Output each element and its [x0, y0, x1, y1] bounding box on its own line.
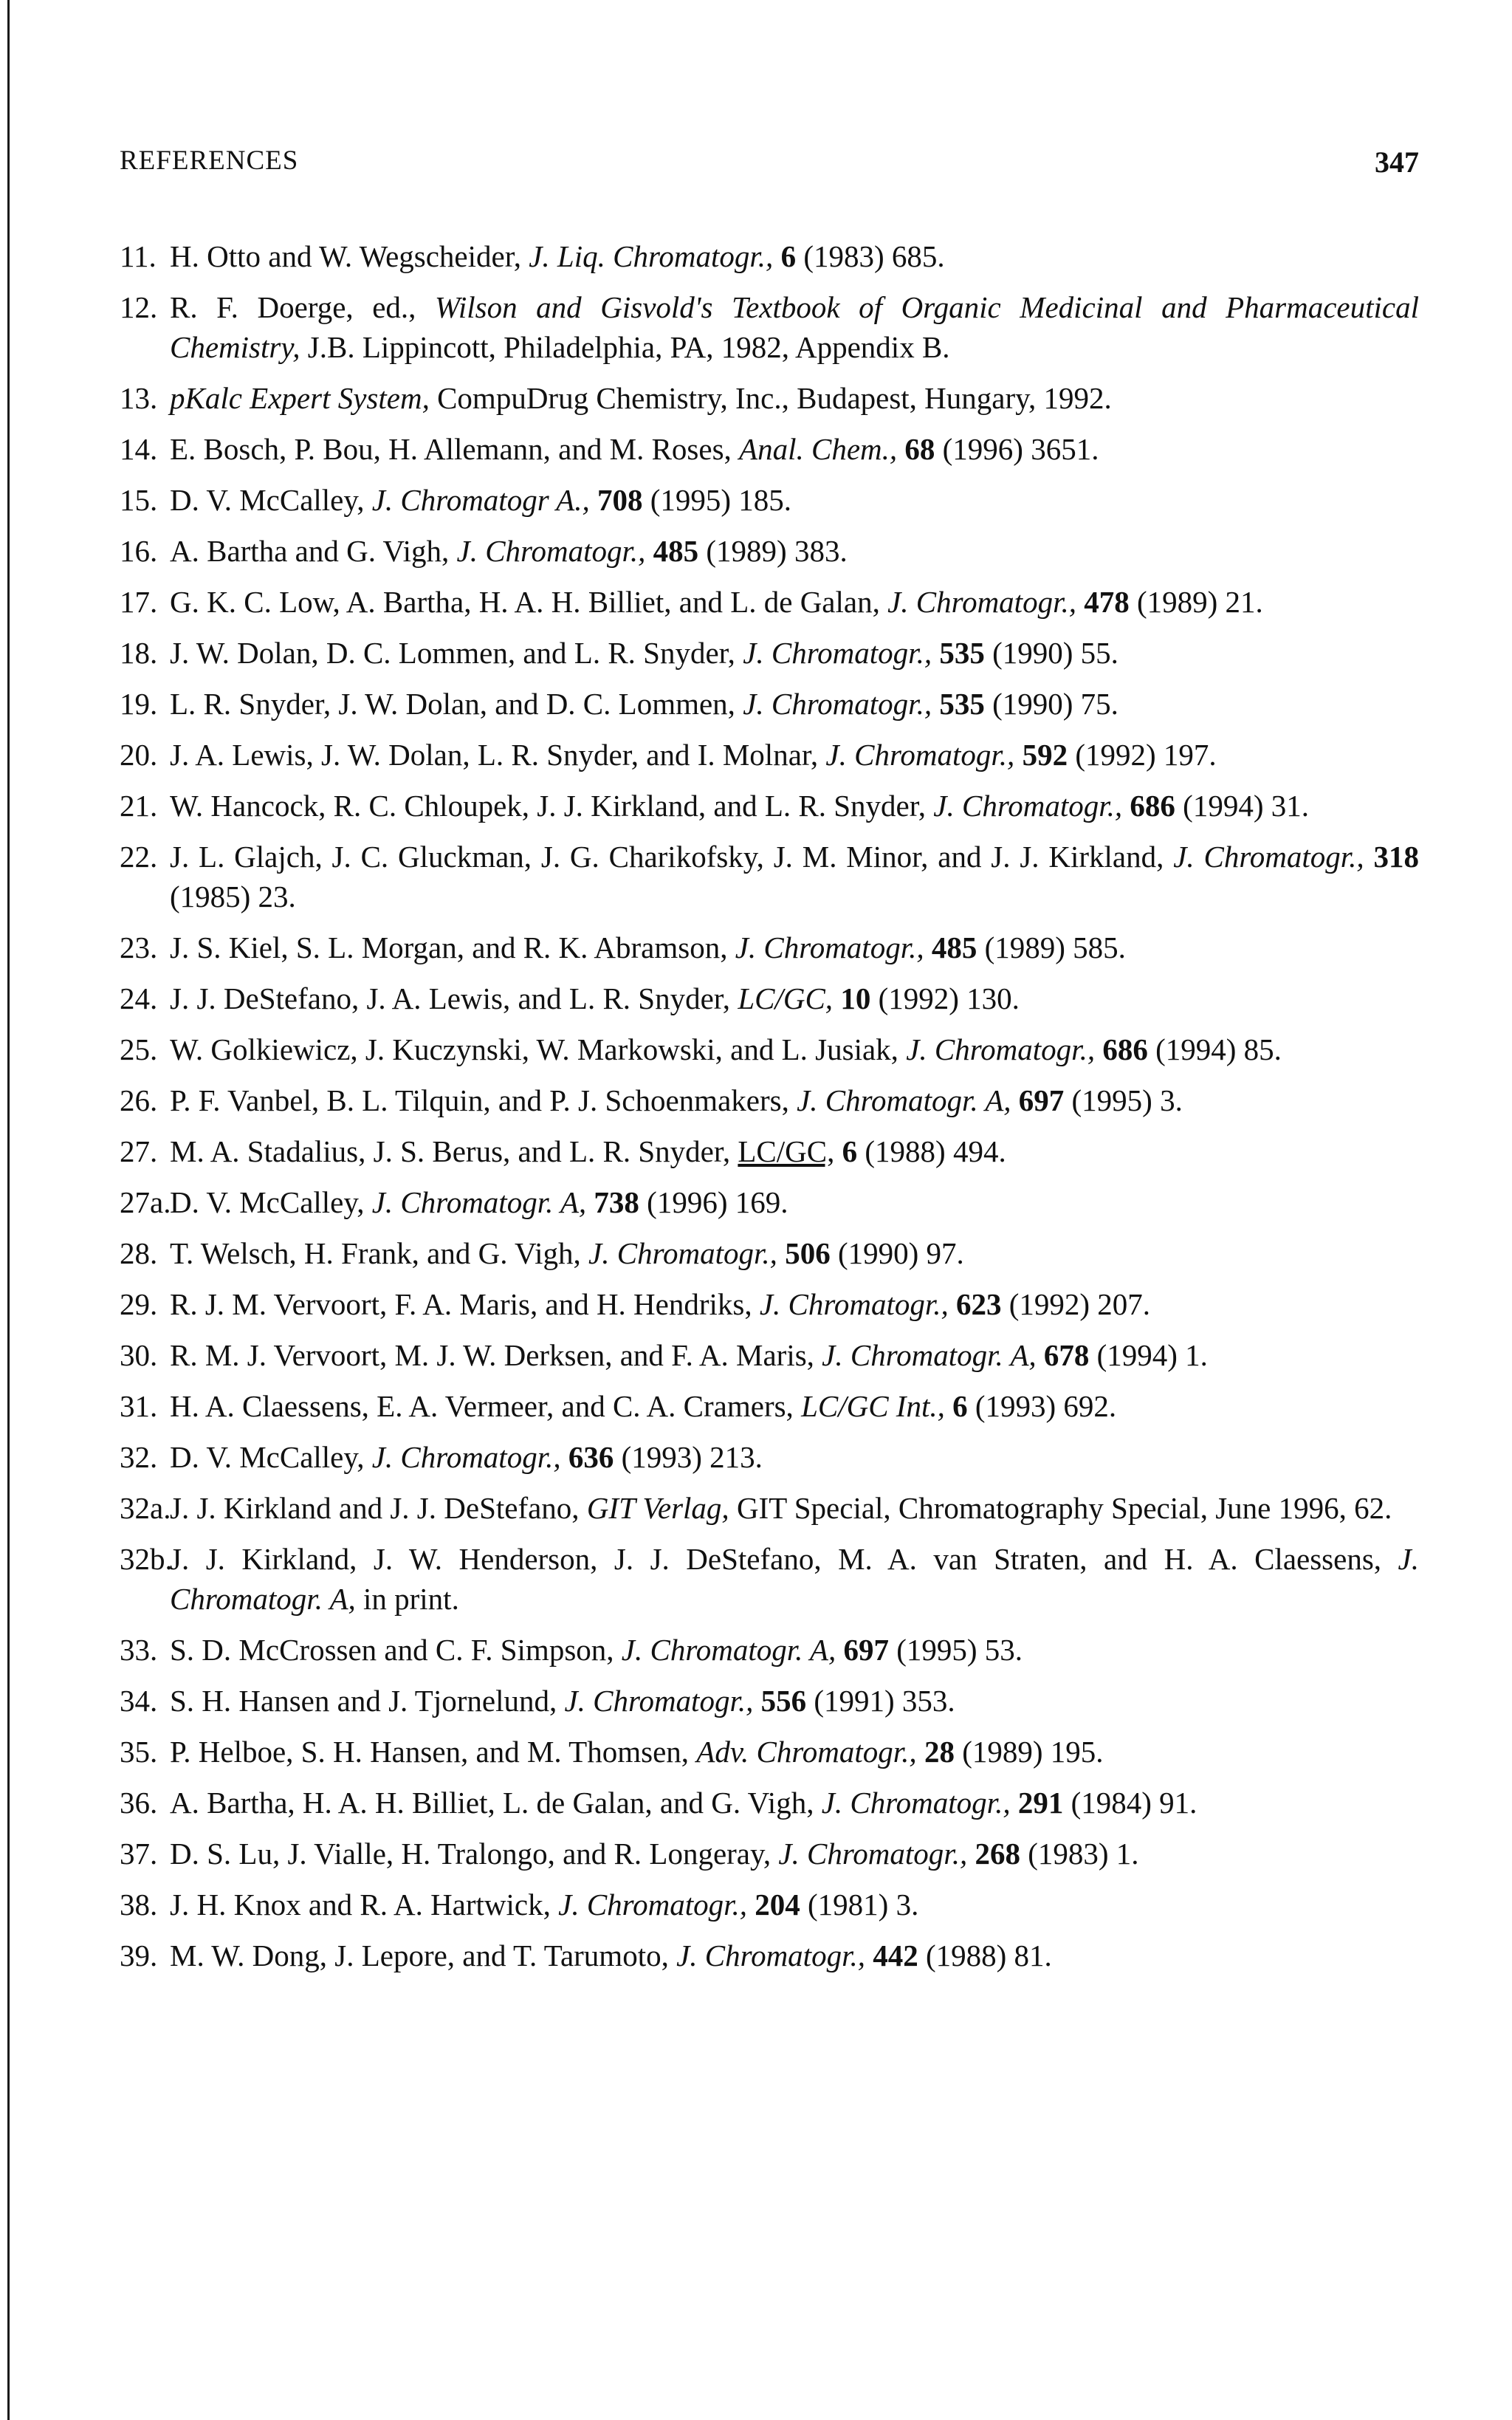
reference-italic-text: J. Chromatogr., [759, 1287, 949, 1321]
section-title: REFERENCES [120, 145, 299, 176]
reference-volume: 686 [1102, 1032, 1148, 1066]
reference-number: 30. [120, 1338, 158, 1372]
reference-number: 27. [120, 1134, 158, 1168]
reference-item [120, 1284, 1419, 1324]
reference-number: 32. [120, 1440, 158, 1474]
reference-text [1037, 1338, 1044, 1372]
reference-text: R. J. M. Vervoort, F. A. Maris, and H. Hendriks, [170, 1287, 760, 1321]
reference-text: (1989) 21. [1129, 585, 1263, 619]
reference-volume: 623 [956, 1287, 1002, 1321]
reference-text [967, 1837, 975, 1871]
reference-italic-text: J. Chromatogr., [558, 1888, 748, 1922]
reference-number: 35. [120, 1735, 158, 1769]
reference-item [120, 1182, 1419, 1222]
reference-text: A. Bartha and G. Vigh, [170, 534, 457, 568]
reference-volume: 68 [904, 432, 935, 466]
reference-text [833, 981, 840, 1015]
reference-italic-text: Wilson and Gisvold's Textbook of Organic Medicinal and Pharmaceutical Chemistry, [170, 290, 1420, 364]
reference-text: (1995) 185. [642, 483, 792, 517]
reference-number: 13. [120, 381, 158, 415]
reference-number: 12. [120, 290, 158, 324]
reference-number: 16. [120, 534, 158, 568]
reference-text: W. Hancock, R. C. Chloupek, J. J. Kirkland, and L. R. Snyder, [170, 789, 934, 823]
reference-item [120, 531, 1419, 571]
reference-volume: 204 [755, 1888, 800, 1922]
reference-text: (1996) 3651. [935, 432, 1099, 466]
reference-volume: 318 [1373, 840, 1420, 874]
reference-item [120, 786, 1419, 826]
reference-volume: 678 [1043, 1338, 1090, 1372]
reference-number: 20. [120, 738, 158, 772]
reference-text: J. J. DeStefano, J. A. Lewis, and L. R. Snyder, [170, 981, 738, 1015]
reference-text: (1989) 383. [698, 534, 848, 568]
reference-italic-text: J. Chromatogr. A, [797, 1083, 1011, 1117]
reference-italic-text: J. Chromatogr. A, [371, 1185, 587, 1219]
reference-italic-text: J. Chromatogr., [588, 1236, 777, 1270]
reference-text [865, 1939, 873, 1972]
reference-text: A. Bartha, H. A. H. Billiet, L. de Galan, and G. Vigh, [170, 1786, 822, 1820]
reference-volume: 697 [1018, 1083, 1065, 1117]
reference-item [120, 582, 1419, 622]
reference-text: (1988) 494. [857, 1134, 1006, 1168]
reference-number: 29. [120, 1287, 158, 1321]
reference-text: M. W. Dong, J. Lepore, and T. Tarumoto, [170, 1939, 677, 1972]
reference-italic-text: Adv. Chromatogr., [696, 1735, 917, 1769]
reference-text: M. A. Stadalius, J. S. Berus, and L. R. Snyder, [170, 1134, 738, 1168]
reference-item [120, 429, 1419, 469]
reference-text: H. A. Claessens, E. A. Vermeer, and C. A. Cramers, [170, 1389, 802, 1423]
reference-item [120, 1539, 1419, 1619]
reference-volume: 535 [939, 687, 985, 721]
reference-text: D. V. McCalley, [170, 1440, 372, 1474]
reference-number: 15. [120, 483, 158, 517]
reference-underlined-text: LC/GC, [738, 1134, 835, 1168]
reference-text: (1992) 130. [870, 981, 1020, 1015]
reference-italic-text: J. Chromatogr., [906, 1032, 1096, 1066]
reference-number: 11. [120, 239, 157, 273]
reference-text: (1994) 85. [1147, 1032, 1282, 1066]
reference-text [777, 1236, 785, 1270]
reference-number: 27a. [120, 1185, 171, 1219]
reference-text: E. Bosch, P. Bou, H. Allemann, and M. Roses, [170, 432, 740, 466]
reference-text [836, 1633, 843, 1667]
reference-number: 18. [120, 636, 158, 670]
reference-number: 39. [120, 1939, 158, 1972]
reference-item [120, 1335, 1419, 1375]
reference-text: in print. [355, 1582, 459, 1616]
reference-text: R. M. J. Vervoort, M. J. W. Derksen, and F. A. Maris, [170, 1338, 822, 1372]
reference-text [917, 1735, 924, 1769]
reference-text: J. J. Kirkland and J. J. DeStefano, [170, 1491, 587, 1525]
reference-text: W. Golkiewicz, J. Kuczynski, W. Markowski, and L. Jusiak, [170, 1032, 907, 1066]
reference-text: P. Helboe, S. H. Hansen, and M. Thomsen, [170, 1735, 697, 1769]
reference-text: CompuDrug Chemistry, Inc., Budapest, Hungary, 1992. [429, 381, 1112, 415]
reference-volume: 738 [594, 1185, 639, 1219]
reference-text [586, 1185, 594, 1219]
reference-number: 19. [120, 687, 158, 721]
reference-item [120, 1681, 1419, 1721]
reference-text: (1996) 169. [639, 1185, 788, 1219]
reference-italic-text: J. Chromatogr., [371, 1440, 561, 1474]
reference-text: G. K. C. Low, A. Bartha, H. A. H. Billiet, and L. de Galan, [170, 585, 888, 619]
reference-italic-text: J. Chromatogr., [735, 930, 924, 964]
reference-text [1364, 840, 1374, 874]
reference-text: (1985) 23. [170, 880, 296, 914]
reference-text: (1984) 91. [1063, 1786, 1197, 1820]
reference-item [120, 378, 1419, 418]
reference-italic-text: J. Chromatogr., [887, 585, 1076, 619]
reference-item [120, 1488, 1419, 1528]
reference-number: 17. [120, 585, 158, 619]
reference-italic-text: GIT Verlag, [586, 1491, 729, 1525]
reference-volume: 6 [952, 1389, 968, 1423]
reference-volume: 6 [780, 239, 797, 273]
reference-text [897, 432, 904, 466]
reference-number: 32b. [120, 1542, 173, 1576]
reference-volume: 478 [1084, 585, 1130, 619]
reference-italic-text: J. Chromatogr., [933, 789, 1123, 823]
reference-text: D. S. Lu, J. Vialle, H. Tralongo, and R. Longeray, [170, 1837, 779, 1871]
reference-item [120, 837, 1419, 916]
reference-text: J. J. Kirkland, J. W. Henderson, J. J. DeStefano, M. A. van Straten, and H. A. Claessens, [170, 1542, 1398, 1576]
reference-number: 22. [120, 840, 158, 874]
reference-text: (1994) 1. [1089, 1338, 1208, 1372]
reference-volume: 506 [785, 1236, 831, 1270]
reference-italic-text: J. Chromatogr. A, [170, 1542, 1419, 1616]
page-number: 347 [1375, 145, 1419, 179]
reference-italic-text: J. Chromatogr. A, [822, 1338, 1037, 1372]
reference-italic-text: J. Liq. Chromatogr., [529, 239, 774, 273]
reference-item [120, 1386, 1419, 1426]
reference-text: (1995) 3. [1064, 1083, 1183, 1117]
reference-number: 21. [120, 789, 158, 823]
reference-text [753, 1684, 760, 1718]
reference-text [1011, 1786, 1018, 1820]
reference-text: (1995) 53. [888, 1633, 1023, 1667]
reference-text: R. F. Doerge, ed., [170, 290, 435, 324]
reference-item [120, 1783, 1419, 1823]
reference-volume: 485 [931, 930, 977, 964]
reference-item [120, 1834, 1419, 1874]
reference-text: (1981) 3. [800, 1888, 919, 1922]
reference-italic-text: pKalc Expert System, [170, 381, 430, 415]
reference-item [120, 928, 1419, 967]
reference-volume: 291 [1017, 1786, 1064, 1820]
reference-number: 24. [120, 981, 158, 1015]
reference-text [1011, 1083, 1019, 1117]
reference-volume: 442 [873, 1939, 918, 1972]
reference-item [120, 633, 1419, 673]
reference-text [747, 1888, 755, 1922]
reference-italic-text: J. Chromatogr. A, [621, 1633, 836, 1667]
document-page [120, 145, 1419, 1987]
reference-text [949, 1287, 956, 1321]
reference-item [120, 1885, 1419, 1924]
reference-item [120, 1437, 1419, 1477]
reference-volume: 708 [597, 483, 643, 517]
reference-number: 33. [120, 1633, 158, 1667]
reference-text: (1994) 31. [1175, 789, 1309, 823]
reference-text: (1990) 75. [984, 687, 1118, 721]
reference-text [590, 483, 597, 517]
reference-italic-text: J. Chromatogr., [456, 534, 646, 568]
reference-volume: 686 [1130, 789, 1175, 823]
reference-item [120, 287, 1419, 367]
reference-text: L. R. Snyder, J. W. Dolan, and D. C. Lommen, [170, 687, 743, 721]
reference-volume: 28 [924, 1735, 955, 1769]
reference-text [834, 1134, 842, 1168]
reference-number: 23. [120, 930, 158, 964]
reference-text [1014, 738, 1022, 772]
reference-italic-text: J. Chromatogr., [821, 1786, 1011, 1820]
reference-number: 34. [120, 1684, 158, 1718]
reference-volume: 268 [975, 1837, 1020, 1871]
reference-number: 37. [120, 1837, 158, 1871]
reference-list [120, 236, 1419, 1975]
reference-italic-text: J. Chromatogr., [778, 1837, 968, 1871]
reference-item [120, 978, 1419, 1018]
reference-text: (1993) 213. [614, 1440, 763, 1474]
reference-volume: 535 [939, 636, 985, 670]
reference-text: (1990) 55. [984, 636, 1118, 670]
reference-italic-text: J. Chromatogr., [743, 636, 932, 670]
reference-text: J. S. Kiel, S. L. Morgan, and R. K. Abramson, [170, 930, 735, 964]
reference-number: 28. [120, 1236, 158, 1270]
reference-text [645, 534, 653, 568]
reference-item [120, 1233, 1419, 1273]
reference-volume: 636 [568, 1440, 614, 1474]
reference-text: S. D. McCrossen and C. F. Simpson, [170, 1633, 622, 1667]
reference-volume: 556 [760, 1684, 807, 1718]
reference-text: (1993) 692. [967, 1389, 1117, 1423]
reference-text [561, 1440, 568, 1474]
reference-text: H. Otto and W. Wegscheider, [170, 239, 529, 273]
reference-volume: 10 [840, 981, 871, 1015]
reference-text [924, 930, 932, 964]
reference-text: J. H. Knox and R. A. Hartwick, [170, 1888, 559, 1922]
reference-text: (1992) 207. [1001, 1287, 1151, 1321]
reference-item [120, 735, 1419, 775]
reference-text: D. V. McCalley, [170, 1185, 372, 1219]
reference-text: D. V. McCalley, [170, 483, 372, 517]
reference-volume: 485 [653, 534, 699, 568]
reference-text: J. L. Glajch, J. C. Gluckman, J. G. Charikofsky, J. M. Minor, and J. J. Kirkland, [170, 840, 1174, 874]
reference-text: J.B. Lippincott, Philadelphia, PA, 1982, Appendix B. [300, 330, 950, 364]
reference-number: 38. [120, 1888, 158, 1922]
reference-text [1122, 789, 1130, 823]
reference-italic-text: J. Chromatogr., [1173, 840, 1364, 874]
reference-item [120, 1080, 1419, 1120]
reference-italic-text: LC/GC, [738, 981, 834, 1015]
reference-item [120, 1936, 1419, 1975]
reference-text: GIT Special, Chromatography Special, June 1996, 62. [729, 1491, 1392, 1525]
reference-number: 25. [120, 1032, 158, 1066]
reference-item [120, 1131, 1419, 1171]
reference-volume: 6 [842, 1134, 858, 1168]
reference-text: S. H. Hansen and J. Tjornelund, [170, 1684, 565, 1718]
reference-item [120, 1732, 1419, 1772]
reference-italic-text: J. Chromatogr., [564, 1684, 754, 1718]
reference-text: (1991) 353. [806, 1684, 955, 1718]
running-head [120, 145, 1419, 186]
reference-text: (1983) 1. [1020, 1837, 1139, 1871]
reference-item [120, 480, 1419, 520]
reference-text [932, 687, 939, 721]
reference-italic-text: Anal. Chem., [739, 432, 898, 466]
reference-text: J. A. Lewis, J. W. Dolan, L. R. Snyder, and I. Molnar, [170, 738, 826, 772]
reference-number: 14. [120, 432, 158, 466]
reference-italic-text: J. Chromatogr., [825, 738, 1015, 772]
page-edge-rule [7, 0, 10, 2420]
reference-text: (1988) 81. [918, 1939, 1052, 1972]
reference-text [1095, 1032, 1102, 1066]
reference-text [945, 1389, 952, 1423]
reference-item [120, 1029, 1419, 1069]
reference-italic-text: J. Chromatogr., [676, 1939, 865, 1972]
reference-text: (1989) 195. [954, 1735, 1104, 1769]
reference-italic-text: J. Chromatogr A., [371, 483, 590, 517]
reference-number: 36. [120, 1786, 158, 1820]
reference-text [773, 239, 780, 273]
reference-number: 31. [120, 1389, 158, 1423]
reference-text: J. W. Dolan, D. C. Lommen, and L. R. Snyder, [170, 636, 743, 670]
reference-item [120, 236, 1419, 276]
reference-text: (1990) 97. [830, 1236, 964, 1270]
reference-text: (1989) 585. [977, 930, 1126, 964]
reference-number: 26. [120, 1083, 158, 1117]
reference-item [120, 684, 1419, 724]
reference-italic-text: LC/GC Int., [801, 1389, 945, 1423]
reference-volume: 697 [843, 1633, 889, 1667]
reference-text: T. Welsch, H. Frank, and G. Vigh, [170, 1236, 589, 1270]
reference-text [1076, 585, 1084, 619]
reference-italic-text: J. Chromatogr., [743, 687, 932, 721]
reference-volume: 592 [1022, 738, 1068, 772]
reference-text: (1992) 197. [1068, 738, 1217, 772]
reference-text [932, 636, 939, 670]
reference-item [120, 1630, 1419, 1670]
reference-text: P. F. Vanbel, B. L. Tilquin, and P. J. Schoenmakers, [170, 1083, 797, 1117]
reference-number: 32a. [120, 1491, 171, 1525]
reference-text: (1983) 685. [796, 239, 945, 273]
